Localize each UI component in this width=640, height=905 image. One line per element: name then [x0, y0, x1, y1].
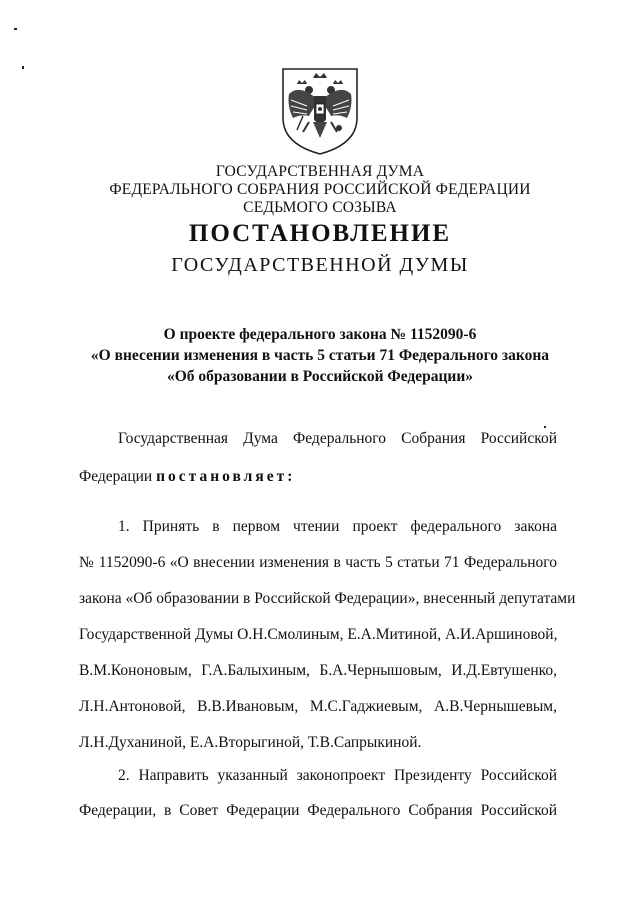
item1-line-3: закона «Об образовании в Российской Федерации», внесенный депутатами	[79, 590, 576, 607]
coat-of-arms-emblem	[279, 66, 361, 156]
item1-line-7: Л.Н.Духаниной, Е.А.Вторыгиной, Т.В.Сапрыкиной.	[79, 734, 422, 751]
subject-line-2: «О внесении изменения в часть 5 статьи 71 Федерального закона	[90, 347, 550, 364]
preamble-verb: постановляет	[156, 468, 288, 485]
header-line-2: ФЕДЕРАЛЬНОГО СОБРАНИЯ РОССИЙСКОЙ ФЕДЕРАЦИИ	[109, 181, 531, 198]
header-line-3: СЕДЬМОГО СОЗЫВА	[243, 199, 397, 216]
document-subtitle: ГОСУДАРСТВЕННОЙ ДУМЫ	[171, 254, 469, 276]
scan-speck	[544, 426, 546, 428]
preamble-colon: :	[287, 468, 296, 485]
item2-line-2: Федерации, в Совет Федерации Федерального Собрания Российской	[79, 802, 557, 819]
preamble-prefix: Федерации	[79, 468, 157, 485]
item1-line-4: Государственной Думы О.Н.Смолиным, Е.А.Митиной, А.И.Аршиновой,	[79, 626, 558, 643]
item1-line-1: 1. Принять в первом чтении проект федерального закона	[118, 518, 557, 535]
item1-line-5: В.М.Кононовым, Г.А.Балыхиным, Б.А.Чернышовым, И.Д.Евтушенко,	[79, 662, 557, 679]
item1-line-6: Л.Н.Антоновой, В.В.Ивановым, М.С.Гаджиевым, А.В.Чернышевым,	[79, 698, 557, 715]
item1-line-2: № 1152090-6 «О внесении изменения в часть 5 статьи 71 Федерального	[79, 554, 557, 571]
subject-line-1: О проекте федерального закона № 1152090-6	[163, 326, 477, 343]
document-title: ПОСТАНОВЛЕНИЕ	[188, 220, 452, 247]
subject-line-3: «Об образовании в Российской Федерации»	[166, 368, 474, 385]
item2-line-1: 2. Направить указанный законопроект Президенту Российской	[118, 767, 557, 784]
scan-speck	[22, 66, 24, 69]
scan-speck	[14, 28, 17, 30]
preamble-line-2	[79, 467, 557, 487]
header-line-1: ГОСУДАРСТВЕННАЯ ДУМА	[215, 163, 425, 180]
preamble-line-1: Государственная Дума Федерального Собрания Российской	[118, 430, 557, 447]
